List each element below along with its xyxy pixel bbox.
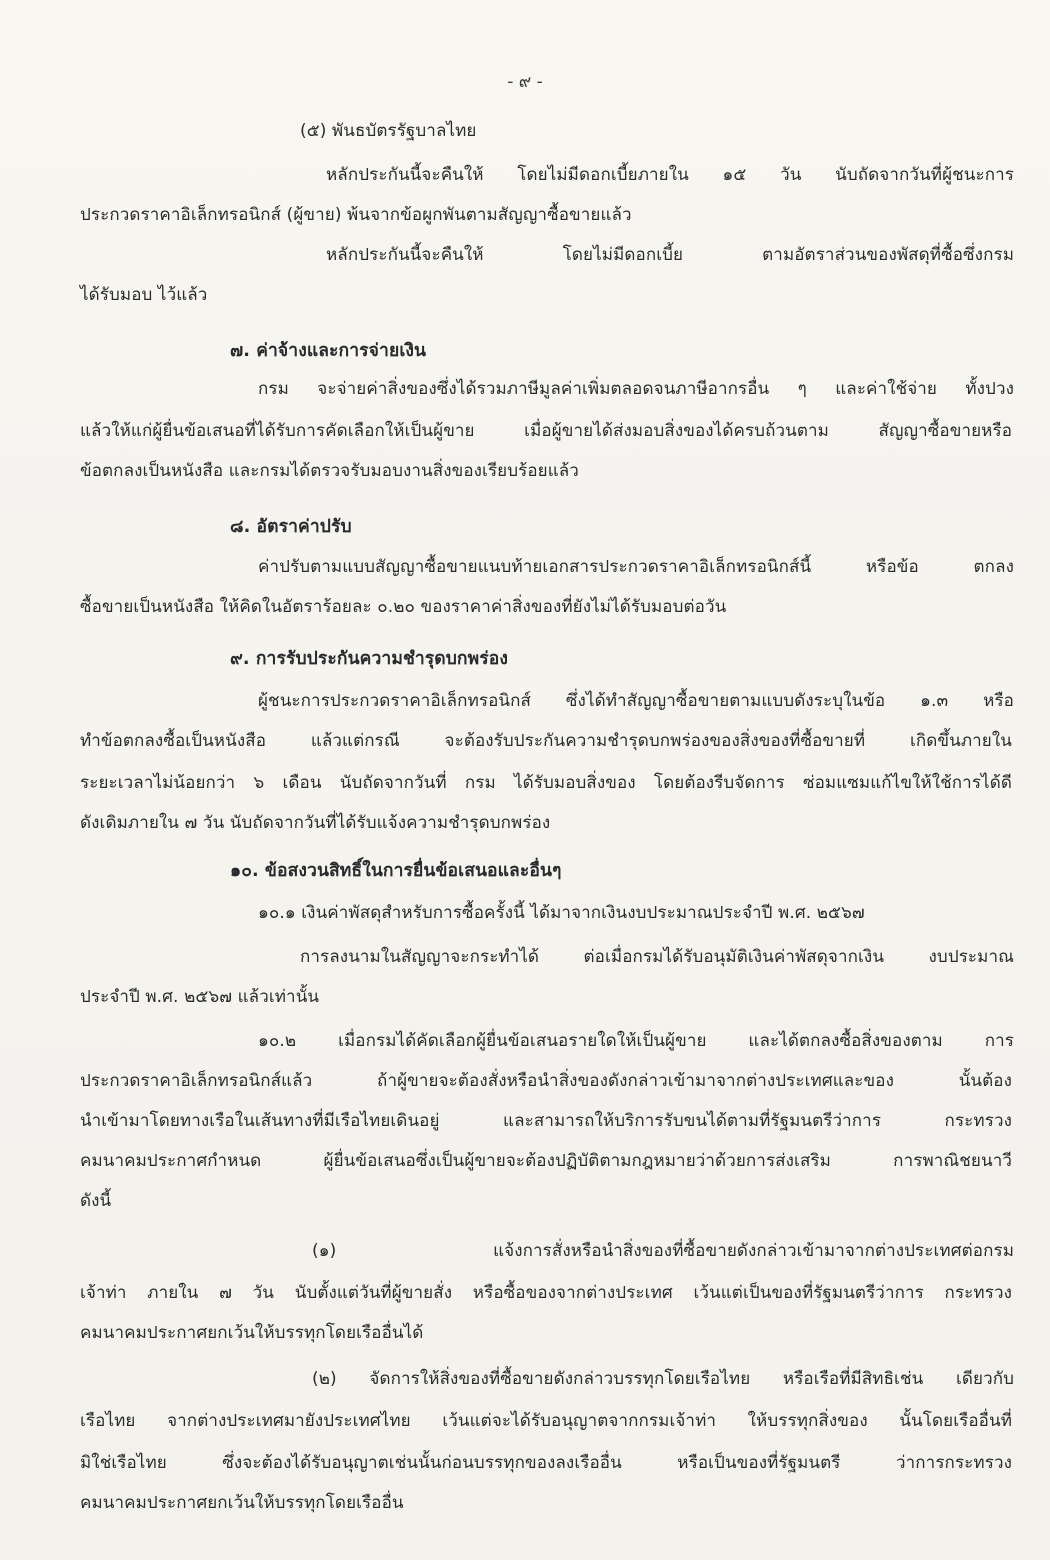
text-line: เจ้าท่า ภายใน ๗ วัน นับตั้งแต่วันที่ผู้ขายสั่ง หรือซื้อของจากต่างประเทศ เว้นแต่เป็นของที่รัฐมนตรีว่าการ กระทรวง <box>80 1283 1012 1303</box>
text-line: ทำข้อตกลงซื้อเป็นหนังสือ แล้วแต่กรณี จะต้องรับประกันความชำรุดบกพร่องของสิ่งของที่ซื้อขายที่ เกิดขึ้นภายใน <box>80 731 1012 751</box>
page-number: - ๙ - <box>507 72 543 92</box>
text-line: (๒) จัดการให้สิ่งของที่ซื้อขายดังกล่าวบรรทุกโดยเรือไทย หรือเรือที่มีสิทธิเช่น เดียวกับ <box>312 1369 1014 1389</box>
text-line: ระยะเวลาไม่น้อยกว่า ๖ เดือน นับถัดจากวันที่ กรม ได้รับมอบสิ่งของ โดยต้องรีบจัดการ ซ่อมแซมแก้ไขให้ใช้การได้ดี <box>80 773 1012 793</box>
text-line: นำเข้ามาโดยทางเรือในเส้นทางที่มีเรือไทยเดินอยู่ และสามารถให้บริการรับขนได้ตามที่รัฐมนตรีว่าการ กระทรวง <box>80 1111 1012 1131</box>
text-line: การลงนามในสัญญาจะกระทำได้ ต่อเมื่อกรมได้รับอนุมัติเงินค่าพัสดุจากเงิน งบประมาณ <box>300 947 1014 967</box>
text-line: ซื้อขายเป็นหนังสือ ให้คิดในอัตราร้อยละ ๐.๒๐ ของราคาค่าสิ่งของที่ยังไม่ได้รับมอบต่อวัน <box>80 597 727 617</box>
text-line: ได้รับมอบ ไว้แล้ว <box>80 285 208 305</box>
text-line: (๑) แจ้งการสั่งหรือนำสิ่งของที่ซื้อขายดังกล่าวเข้ามาจากต่างประเทศต่อกรม <box>312 1241 1014 1261</box>
text-line: ดังนี้ <box>80 1191 112 1211</box>
text-line: หลักประกันนี้จะคืนให้ โดยไม่มีดอกเบี้ยภายใน ๑๕ วัน นับถัดจากวันที่ผู้ชนะการ <box>326 165 1014 185</box>
text-line: คมนาคมประกาศยกเว้นให้บรรทุกโดยเรืออื่น <box>80 1493 404 1513</box>
text-line: ดังเดิมภายใน ๗ วัน นับถัดจากวันที่ได้รับแจ้งความชำรุดบกพร่อง <box>80 813 551 833</box>
text-line: ค่าปรับตามแบบสัญญาซื้อขายแนบท้ายเอกสารประกวดราคาอิเล็กทรอนิกส์นี้ หรือข้อ ตกลง <box>258 557 1014 577</box>
text-line: แล้วให้แก่ผู้ยื่นข้อเสนอที่ได้รับการคัดเลือกให้เป็นผู้ขาย เมื่อผู้ขายได้ส่งมอบสิ่งของได้ครบถ้วนตาม สัญญาซื้อขายหรือ <box>80 421 1012 441</box>
text-line: ประกวดราคาอิเล็กทรอนิกส์แล้ว ถ้าผู้ขายจะต้องสั่งหรือนำสิ่งของดังกล่าวเข้ามาจากต่างประเทศและของ นั้นต้อง <box>80 1071 1012 1091</box>
section-heading: ๙. การรับประกันความชำรุดบกพร่อง <box>230 649 509 669</box>
text-line: ๑๐.๑ เงินค่าพัสดุสำหรับการซื้อครั้งนี้ ได้มาจากเงินงบประมาณประจำปี พ.ศ. ๒๕๖๗ <box>258 903 865 923</box>
text-line: หลักประกันนี้จะคืนให้ โดยไม่มีดอกเบี้ย ตามอัตราส่วนของพัสดุที่ซื้อซึ่งกรม <box>326 245 1014 265</box>
text-line: คมนาคมประกาศยกเว้นให้บรรทุกโดยเรืออื่นได้ <box>80 1323 424 1343</box>
text-line: ข้อตกลงเป็นหนังสือ และกรมได้ตรวจรับมอบงานสิ่งของเรียบร้อยแล้ว <box>80 461 579 481</box>
text-line: ประกวดราคาอิเล็กทรอนิกส์ (ผู้ขาย) พ้นจากข้อผูกพันตามสัญญาซื้อขายแล้ว <box>80 205 632 225</box>
section-heading: ๘. อัตราค่าปรับ <box>230 517 352 537</box>
text-line: ผู้ชนะการประกวดราคาอิเล็กทรอนิกส์ ซึ่งได้ทำสัญญาซื้อขายตามแบบดังระบุในข้อ ๑.๓ หรือ <box>258 691 1014 711</box>
text-line: ๑๐.๒ เมื่อกรมได้คัดเลือกผู้ยื่นข้อเสนอรายใดให้เป็นผู้ขาย และได้ตกลงซื้อสิ่งของตาม การ <box>258 1031 1014 1051</box>
text-line: (๕) พันธบัตรรัฐบาลไทย <box>300 121 477 141</box>
text-line: คมนาคมประกาศกำหนด ผู้ยื่นข้อเสนอซึ่งเป็นผู้ขายจะต้องปฏิบัติตามกฎหมายว่าด้วยการส่งเสริม การพาณิชยนาวี <box>80 1151 1012 1171</box>
section-heading: ๗. ค่าจ้างและการจ่ายเงิน <box>230 341 427 361</box>
text-line: เรือไทย จากต่างประเทศมายังประเทศไทย เว้นแต่จะได้รับอนุญาตจากกรมเจ้าท่า ให้บรรทุกสิ่งของ นั้นโดยเรืออื่นที่ <box>80 1411 1012 1431</box>
text-line: ประจำปี พ.ศ. ๒๕๖๗ แล้วเท่านั้น <box>80 987 320 1007</box>
text-line: มิใช่เรือไทย ซึ่งจะต้องได้รับอนุญาตเช่นนั้นก่อนบรรทุกของลงเรืออื่น หรือเป็นของที่รัฐมนตรี ว่าการกระทรวง <box>80 1453 1012 1473</box>
section-heading: ๑๐. ข้อสงวนสิทธิ์ในการยื่นข้อเสนอและอื่นๆ <box>230 861 562 881</box>
text-line: กรม จะจ่ายค่าสิ่งของซึ่งได้รวมภาษีมูลค่าเพิ่มตลอดจนภาษีอากรอื่น ๆ และค่าใช้จ่าย ทั้งปวง <box>258 379 1014 399</box>
